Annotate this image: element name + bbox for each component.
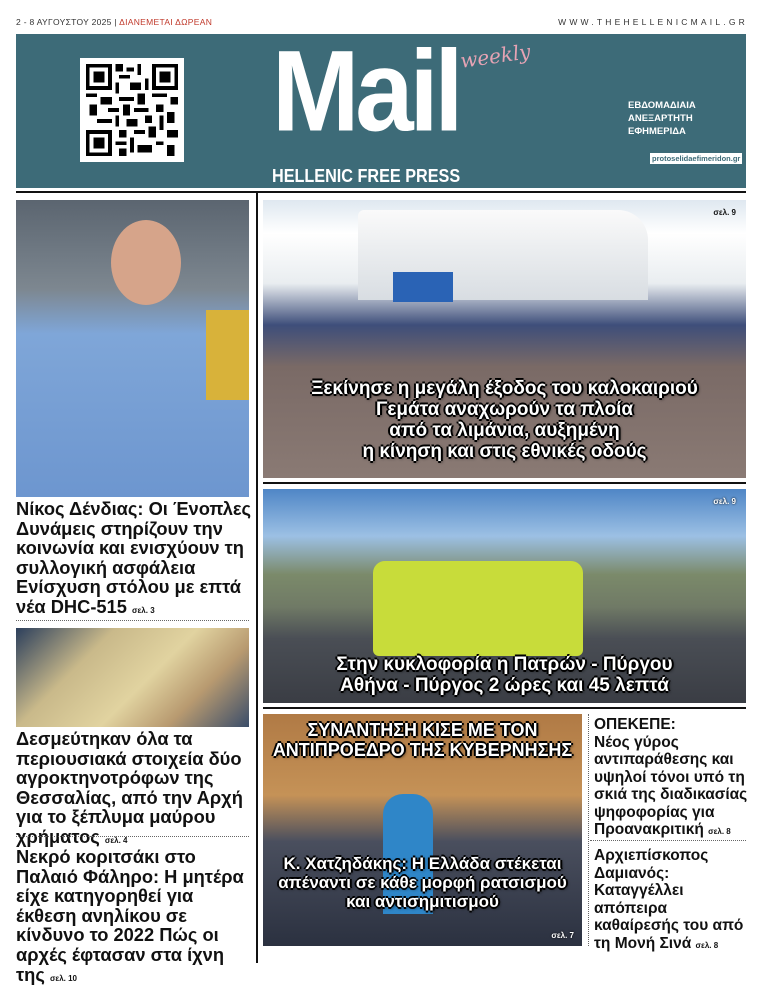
separator: | — [114, 17, 117, 27]
tagline-line: ΕΦΗΜΕΡΙΔΑ — [628, 126, 686, 137]
headline: Νέος γύρος αντιπαράθεσης και υψηλοί τόνοι υπό τη σκιά της διαδικασίας ψηφοφορίας για Προανακριτική — [594, 733, 748, 838]
masthead-subtitle: HELLENIC FREE PRESS — [272, 166, 461, 186]
dotted-divider — [16, 620, 249, 621]
headline-line: Στην κυκλοφορία η Πατρών - Πύργου — [336, 654, 673, 675]
ferry-port-photo[interactable] — [263, 200, 746, 478]
headline-line: Ξεκίνησε η μεγάλη έξοδος του καλοκαιριού — [311, 378, 698, 399]
headline-title: ΟΠΕΚΕΠΕ: — [594, 716, 676, 733]
qr-code[interactable] — [80, 58, 184, 162]
divider — [263, 707, 746, 709]
issue-date: 2 - 8 ΑΥΓΟΥΣΤΟΥ 2025 — [16, 17, 112, 27]
logo-mail: Mail — [272, 27, 460, 156]
faliro-story[interactable] — [16, 847, 252, 988]
headline-line: η κίνηση και στις εθνικές οδούς — [362, 441, 647, 462]
background-object — [206, 310, 249, 400]
dotted-divider — [590, 840, 746, 841]
ship-logo — [393, 272, 453, 302]
headline-line: ΑΝΤΙΠΡΟΕΔΡΟ ΤΗΣ ΚΥΒΕΡΝΗΣΗΣ — [272, 740, 573, 760]
page-ref: σελ. 8 — [695, 940, 719, 950]
page-ref: σελ. 9 — [713, 497, 736, 506]
page-ref: σελ. 7 — [551, 931, 574, 940]
free-distribution-label: ΔΙΑΝΕΜΕΤΑΙ ΔΩΡΕΑΝ — [119, 17, 213, 27]
page-ref: σελ. 8 — [708, 827, 731, 836]
page-ref: σελ. 10 — [49, 973, 77, 983]
dotted-divider — [588, 714, 589, 946]
headline: Δεσμεύτηκαν όλα τα περιουσιακά στοιχεία δύο αγροκτηνοτρόφων της Θεσσαλίας, από την Αρχή για το ξέπλυμα μαύρου χρήματος — [16, 728, 243, 847]
portrait-face — [111, 220, 181, 305]
headline-line: Κ. Χατζηδάκης: Η Ελλάδα στέκεται — [283, 854, 562, 873]
headline: Νίκος Δένδιας: Οι Ένοπλες Δυνάμεις στηρίζουν την κοινωνία και ενισχύουν τη συλλογική ασφάλεια Ενίσχυση στόλου με επτά νέα DHC-515 — [16, 498, 252, 617]
issue-date-line — [16, 17, 212, 27]
page-ref: σελ. 9 — [713, 208, 736, 217]
headline-line: από τα λιμάνια, αυξημένη — [389, 420, 620, 441]
masthead-tagline — [628, 99, 696, 138]
dendias-story[interactable] — [16, 499, 252, 621]
headline-line: Αθήνα - Πύργος 2 ώρες και 45 λεπτά — [340, 675, 669, 696]
watermark: protoselidaefimeridon.gr — [652, 154, 741, 163]
kise-meeting-photo[interactable] — [263, 714, 582, 946]
dendias-photo[interactable] — [16, 200, 249, 497]
page-ref: σελ. 4 — [104, 835, 128, 845]
column-divider — [256, 193, 258, 963]
headline-line: Γεμάτα αναχωρούν τα πλοία — [375, 399, 634, 420]
divider — [263, 482, 746, 484]
opekepe-story[interactable] — [594, 716, 750, 841]
headline: Νεκρό κοριτσάκι στο Παλαιό Φάληρο: Η μητέρα είχε κατηγορηθεί για έκθεση ανηλίκου σε κίνδυνο το 2022 Πώς οι αρχές έφτασαν στα ίχνη της — [16, 846, 244, 985]
headline-line: και αντισημιτισμού — [346, 892, 499, 911]
assets-story[interactable] — [16, 729, 252, 851]
page-ref: σελ. 3 — [132, 605, 155, 615]
euro-banknotes-photo[interactable] — [16, 628, 249, 727]
highway-photo[interactable] — [263, 489, 746, 703]
tagline-line: ΑΝΕΞΑΡΤΗΤΗ — [628, 113, 693, 124]
headline-line: ΣΥΝΑΝΤΗΣΗ ΚΙΣΕ ΜΕ ΤΟΝ — [307, 720, 538, 740]
headline-line: απέναντι σε κάθε μορφή ρατσισμού — [278, 873, 567, 892]
logo-weekly: weekly — [458, 39, 532, 73]
website-link[interactable]: WWW.THEHELLENICMAIL.GR — [558, 17, 748, 27]
patrol-vehicle — [373, 561, 583, 656]
tagline-line: ΕΒΔΟΜΑΔΙΑΙΑ — [628, 100, 696, 111]
headline: Αρχιεπίσκοπος Δαμιανός: Καταγγέλλει απόπειρα καθαίρεσής του από τη Μονή Σινά — [594, 847, 744, 952]
divider — [16, 191, 746, 193]
damianos-story[interactable] — [594, 847, 750, 954]
dotted-divider — [16, 836, 249, 837]
